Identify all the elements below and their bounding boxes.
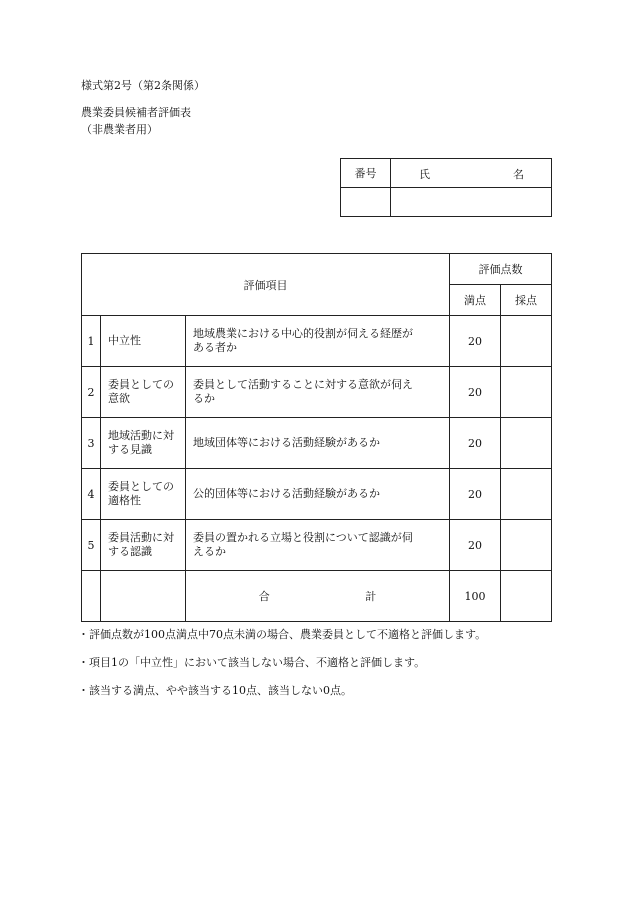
document-subtitle: （非農業者用） [81, 123, 158, 136]
row-number: 4 [82, 469, 101, 520]
total-score-cell[interactable] [501, 571, 552, 622]
table-row [82, 469, 552, 520]
row-description [186, 469, 450, 520]
number-label: 番号 [341, 159, 391, 188]
item-header: 評価項目 [82, 254, 450, 316]
row-description [186, 418, 450, 469]
row-category [101, 418, 186, 469]
row-category-line: 中立性 [108, 334, 141, 347]
row-score-cell[interactable] [501, 367, 552, 418]
row-full-points: 20 [450, 367, 501, 418]
row-description [186, 367, 450, 418]
name-label-cell [391, 159, 552, 188]
row-full-points: 20 [450, 469, 501, 520]
row-score-cell[interactable] [501, 520, 552, 571]
row-category [101, 520, 186, 571]
total-label-1: 合 [258, 590, 270, 603]
name-label-2: 名 [513, 168, 524, 181]
row-number: 2 [82, 367, 101, 418]
row-category-line: 委員活動に対 [108, 531, 174, 544]
row-category-line: 適格性 [108, 494, 141, 507]
row-description-line: えるか [193, 545, 226, 558]
note-2: ・項目1の「中立性」において該当しない場合、不適格と評価します。 [78, 656, 426, 669]
total-label-2: 計 [365, 590, 377, 603]
full-header: 満点 [450, 285, 501, 316]
row-description-line: 地域団体等における活動経験があるか [193, 436, 380, 449]
row-number: 5 [82, 520, 101, 571]
points-header: 評価点数 [450, 254, 552, 285]
row-description [186, 520, 450, 571]
row-number: 1 [82, 316, 101, 367]
name-value-cell[interactable] [391, 188, 552, 217]
row-number: 3 [82, 418, 101, 469]
total-cat-cell [101, 571, 186, 622]
row-category-line: 委員としての [108, 378, 174, 391]
notes [78, 628, 486, 712]
table-row [82, 367, 552, 418]
row-category-line: 委員としての [108, 480, 174, 493]
document-title: 農業委員候補者評価表 [81, 106, 191, 119]
table-row [82, 316, 552, 367]
table-row [82, 520, 552, 571]
row-description-line: 地域農業における中心的役割が伺える経歴が [193, 327, 413, 340]
row-description-line: ある者か [193, 341, 237, 354]
row-category-line: する認識 [108, 545, 152, 558]
row-category [101, 316, 186, 367]
row-full-points: 20 [450, 520, 501, 571]
row-score-cell[interactable] [501, 418, 552, 469]
total-idx-cell [82, 571, 101, 622]
note-3: ・該当する満点、やや該当する10点、該当しない0点。 [78, 684, 352, 697]
number-value-cell[interactable] [341, 188, 391, 217]
row-category [101, 469, 186, 520]
row-description-line: 委員として活動することに対する意欲が伺え [193, 378, 413, 391]
row-category-line: 意欲 [108, 392, 130, 405]
evaluation-table [81, 253, 552, 622]
note-1: ・評価点数が100点満点中70点未満の場合、農業委員として不適格と評価します。 [78, 628, 487, 641]
name-box [340, 158, 552, 217]
row-category-line: する見識 [108, 443, 152, 456]
total-label [186, 571, 450, 622]
row-category [101, 367, 186, 418]
row-description-line: 公的団体等における活動経験があるか [193, 487, 380, 500]
row-category-line: 地域活動に対 [108, 429, 174, 442]
total-full: 100 [450, 571, 501, 622]
form-number: 様式第2号（第2条関係） [81, 79, 205, 92]
row-description-line: 委員の置かれる立場と役割について認識が伺 [193, 531, 413, 544]
name-label-1: 氏 [419, 168, 430, 181]
row-full-points: 20 [450, 418, 501, 469]
row-description [186, 316, 450, 367]
table-row [82, 418, 552, 469]
score-header: 採点 [501, 285, 552, 316]
row-description-line: るか [193, 392, 215, 405]
row-score-cell[interactable] [501, 316, 552, 367]
row-score-cell[interactable] [501, 469, 552, 520]
row-full-points: 20 [450, 316, 501, 367]
